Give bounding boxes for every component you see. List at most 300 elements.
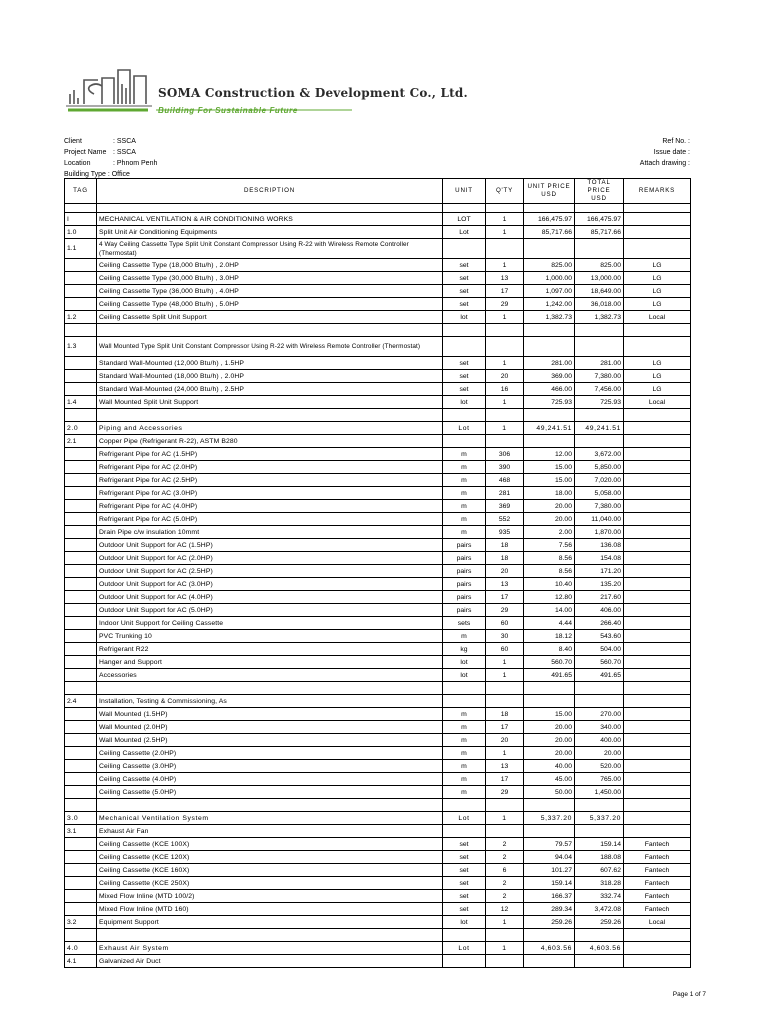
cell-unit-price: 20.00 [524,747,575,760]
cell-unit-price: 18.12 [524,630,575,643]
cell-total-price: 825.00 [575,259,624,272]
cell-unit: set [443,903,486,916]
cell-unit [443,409,486,422]
cell-unit: pairs [443,578,486,591]
cell-total-price: 270.00 [575,708,624,721]
issue-date: Issue date : [653,149,690,156]
cell-qty: 281 [486,487,524,500]
cell-total-price [575,409,624,422]
cell-tag [65,799,97,812]
cell-total-price: 725.93 [575,396,624,409]
cell-description: Ceiling Cassette (4.0HP) [97,773,443,786]
cell-unit-price: 20.00 [524,500,575,513]
cell-total-price: 20.00 [575,747,624,760]
cell-unit: pairs [443,565,486,578]
cell-qty: 12 [486,903,524,916]
cell-total-price [575,799,624,812]
cell-unit-price: 8.56 [524,552,575,565]
cell-total-price: 171.20 [575,565,624,578]
cell-total-price: 266.40 [575,617,624,630]
cell-description: Copper Pipe (Refrigerant R-22), ASTM B280 [97,435,443,448]
cell-qty: 1 [486,311,524,324]
cell-unit-price: 45.00 [524,773,575,786]
cell-tag [65,272,97,285]
cell-qty: 1 [486,422,524,435]
cell-description: MECHANICAL VENTILATION & AIR CONDITIONING WORKS [97,213,443,226]
cell-total-price [575,239,624,259]
attach-drawing: Attach drawing : [639,160,690,167]
cell-unit: set [443,272,486,285]
cell-qty: 2 [486,838,524,851]
cell-tag [65,682,97,695]
project-value: : SSCA [113,149,136,156]
cell-unit-price: 5,337.20 [524,812,575,825]
cell-unit: m [443,448,486,461]
cell-remarks: Local [624,916,691,929]
cell-description: Equipment Support [97,916,443,929]
header-unit-price-line2: USD [541,191,557,198]
table-row [65,259,691,272]
header-total-price-line1: TOTAL [587,179,611,186]
cell-qty: 13 [486,272,524,285]
cell-tag: 1.4 [65,396,97,409]
cell-tag [65,877,97,890]
cell-unit: set [443,357,486,370]
cell-description: Standard Wall-Mounted (18,000 Btu/h) , 2.0HP [97,370,443,383]
table-row [65,630,691,643]
cell-qty: 552 [486,513,524,526]
header-unit: UNIT [443,179,486,204]
cell-unit: LOT [443,213,486,226]
cell-unit-price [524,409,575,422]
cell-unit-price: 560.70 [524,656,575,669]
cell-description: Ceiling Cassette (2.0HP) [97,747,443,760]
table-row [65,311,691,324]
table-row [65,669,691,682]
table-row [65,435,691,448]
table-row [65,383,691,396]
cell-unit-price: 79.57 [524,838,575,851]
cell-unit: m [443,786,486,799]
header-total-price [575,179,624,204]
cell-unit-price: 166.37 [524,890,575,903]
cell-total-price: 340.00 [575,721,624,734]
cell-qty: 17 [486,285,524,298]
cell-unit [443,955,486,968]
cell-description: Mixed Flow Inline (MTD 160) [97,903,443,916]
cell-total-price: 765.00 [575,773,624,786]
cell-description: Outdoor Unit Support for AC (2.0HP) [97,552,443,565]
cell-remarks [624,213,691,226]
cell-description: Ceiling Cassette (KCE 100X) [97,838,443,851]
cell-unit: m [443,773,486,786]
table-row [65,656,691,669]
cell-remarks [624,721,691,734]
table-row [65,298,691,311]
cell-unit: pairs [443,604,486,617]
cell-tag [65,259,97,272]
cell-tag [65,708,97,721]
table-row [65,643,691,656]
cell-qty: 1 [486,812,524,825]
cell-qty: 17 [486,721,524,734]
cell-remarks [624,643,691,656]
cell-remarks [624,929,691,942]
cell-qty [486,409,524,422]
cell-description: Exhaust Air Fan [97,825,443,838]
table-row [65,370,691,383]
cell-unit: set [443,259,486,272]
cell-remarks [624,239,691,259]
cell-tag [65,786,97,799]
cell-unit [443,204,486,213]
cell-total-price: 5,058.00 [575,487,624,500]
cell-unit-price: 20.00 [524,513,575,526]
cell-total-price: 3,472.08 [575,903,624,916]
cell-total-price: 188.08 [575,851,624,864]
cell-unit [443,337,486,357]
table-row [65,838,691,851]
cell-qty [486,337,524,357]
cell-tag [65,669,97,682]
cell-unit: pairs [443,591,486,604]
cell-unit: m [443,721,486,734]
cell-total-price: 135.20 [575,578,624,591]
cell-unit: kg [443,643,486,656]
cell-unit: Lot [443,226,486,239]
table-row [65,239,691,259]
cell-description: Standard Wall-Mounted (24,000 Btu/h) , 2.5HP [97,383,443,396]
cell-tag [65,838,97,851]
cell-tag [65,773,97,786]
cell-description: Ceiling Cassette Type (36,000 Btu/h) , 4.0HP [97,285,443,298]
cell-description: Refrigerant R22 [97,643,443,656]
cell-qty: 1 [486,942,524,955]
cell-remarks [624,604,691,617]
table-row [65,903,691,916]
cell-qty: 1 [486,916,524,929]
cell-unit-price [524,239,575,259]
cell-remarks: Fantech [624,890,691,903]
cell-qty: 29 [486,298,524,311]
building-type: Building Type : Office [64,171,130,178]
cell-qty: 1 [486,669,524,682]
cell-qty [486,435,524,448]
cell-remarks [624,812,691,825]
cell-description: Drain Pipe c/w insulation 10mmt [97,526,443,539]
cell-unit-price: 8.40 [524,643,575,656]
cell-total-price [575,695,624,708]
cell-total-price: 281.00 [575,357,624,370]
cell-qty: 2 [486,851,524,864]
company-tagline: Building For Sustainable Future [158,106,298,115]
table-row [65,864,691,877]
cell-total-price [575,204,624,213]
cell-total-price: 259.26 [575,916,624,929]
cell-unit-price [524,324,575,337]
cell-unit [443,825,486,838]
cell-tag: I [65,213,97,226]
cell-unit: lot [443,656,486,669]
cell-total-price: 159.14 [575,838,624,851]
table-row [65,526,691,539]
table-row [65,812,691,825]
cell-tag [65,721,97,734]
cell-remarks: Local [624,396,691,409]
table-row [65,578,691,591]
cell-qty: 1 [486,656,524,669]
cell-tag: 3.2 [65,916,97,929]
table-row [65,513,691,526]
cell-tag [65,526,97,539]
table-row [65,552,691,565]
cell-unit-price: 15.00 [524,708,575,721]
table-row [65,617,691,630]
cell-unit-price: 14.00 [524,604,575,617]
cell-remarks [624,552,691,565]
cell-unit-price: 825.00 [524,259,575,272]
cell-description: Wall Mounted (1.5HP) [97,708,443,721]
cell-description: Refrigerant Pipe for AC (2.0HP) [97,461,443,474]
cell-unit-price: 15.00 [524,461,575,474]
cell-tag [65,552,97,565]
cell-unit-price: 94.04 [524,851,575,864]
cell-remarks [624,435,691,448]
table-row [65,890,691,903]
cell-unit-price: 20.00 [524,734,575,747]
cell-total-price: 1,382.73 [575,311,624,324]
cell-total-price: 85,717.66 [575,226,624,239]
cell-remarks [624,513,691,526]
cell-description: Galvanized Air Duct [97,955,443,968]
cell-unit-price: 8.56 [524,565,575,578]
cell-total-price [575,682,624,695]
cell-qty: 6 [486,864,524,877]
cell-unit: lot [443,669,486,682]
cell-qty: 306 [486,448,524,461]
cell-tag: 1.1 [65,239,97,259]
cell-description: 4 Way Ceiling Cassette Type Split Unit Constant Compressor Using R-22 with Wireless Remote Controller (Thermostat) [97,239,443,259]
table-row [65,851,691,864]
cell-description: Piping and Accessories [97,422,443,435]
cell-remarks: Fantech [624,838,691,851]
cell-qty: 369 [486,500,524,513]
header-total-price-line3: USD [591,195,607,202]
cell-description: Outdoor Unit Support for AC (5.0HP) [97,604,443,617]
cell-qty: 1 [486,396,524,409]
table-row [65,285,691,298]
cell-tag [65,929,97,942]
cell-description: Refrigerant Pipe for AC (5.0HP) [97,513,443,526]
cell-qty: 468 [486,474,524,487]
cell-total-price: 332.74 [575,890,624,903]
cell-total-price: 406.00 [575,604,624,617]
cell-unit: m [443,526,486,539]
cell-qty [486,929,524,942]
cell-remarks [624,337,691,357]
cell-total-price [575,337,624,357]
cell-remarks: LG [624,298,691,311]
cell-unit: Lot [443,942,486,955]
cell-total-price: 136.08 [575,539,624,552]
cell-description: Refrigerant Pipe for AC (2.5HP) [97,474,443,487]
cell-qty: 29 [486,604,524,617]
table-row [65,721,691,734]
cell-description: Exhaust Air System [97,942,443,955]
table-row [65,357,691,370]
cell-description [97,324,443,337]
cell-tag [65,474,97,487]
cell-remarks [624,226,691,239]
client-line [64,136,157,147]
cell-remarks [624,591,691,604]
table-row [65,877,691,890]
cell-unit: m [443,513,486,526]
cell-qty: 2 [486,890,524,903]
header-unit-price [524,179,575,204]
cell-qty: 17 [486,773,524,786]
cell-description [97,409,443,422]
cell-unit-price: 10.40 [524,578,575,591]
table-row [65,604,691,617]
location-line [64,158,157,169]
cell-tag [65,285,97,298]
cell-tag: 2.1 [65,435,97,448]
project-info [64,136,157,180]
cell-remarks [624,204,691,213]
cell-description: Ceiling Cassette (KCE 160X) [97,864,443,877]
client-label: Client [64,138,82,145]
cell-tag [65,409,97,422]
cell-qty: 60 [486,617,524,630]
table-row [65,786,691,799]
cell-qty: 1 [486,259,524,272]
cell-unit [443,929,486,942]
cell-description: Refrigerant Pipe for AC (1.5HP) [97,448,443,461]
cell-remarks [624,617,691,630]
cell-description: Standard Wall-Mounted (12,000 Btu/h) , 1.5HP [97,357,443,370]
cell-remarks: Fantech [624,877,691,890]
cell-total-price: 3,672.00 [575,448,624,461]
cell-unit-price: 725.93 [524,396,575,409]
cell-tag [65,864,97,877]
cell-unit: m [443,461,486,474]
cell-qty: 16 [486,383,524,396]
cell-tag [65,298,97,311]
cell-total-price: 36,018.00 [575,298,624,311]
cell-description: Refrigerant Pipe for AC (4.0HP) [97,500,443,513]
cell-remarks [624,474,691,487]
cell-unit: lot [443,396,486,409]
cell-remarks [624,656,691,669]
cell-unit-price: 20.00 [524,721,575,734]
cell-description [97,204,443,213]
cell-remarks [624,500,691,513]
cell-unit: m [443,734,486,747]
cell-unit-price [524,337,575,357]
cell-tag [65,204,97,213]
cell-description: Hanger and Support [97,656,443,669]
cell-unit [443,695,486,708]
cell-tag [65,747,97,760]
table-row [65,825,691,838]
cell-unit-price: 4,603.56 [524,942,575,955]
cell-total-price: 154.08 [575,552,624,565]
cell-unit: set [443,285,486,298]
cell-remarks [624,630,691,643]
table-row [65,955,691,968]
cell-total-price: 400.00 [575,734,624,747]
cell-total-price: 7,380.00 [575,500,624,513]
cell-tag [65,565,97,578]
cell-tag [65,760,97,773]
cell-qty [486,239,524,259]
cell-description: Outdoor Unit Support for AC (2.5HP) [97,565,443,578]
cell-qty: 30 [486,630,524,643]
cell-qty: 18 [486,708,524,721]
cell-unit: set [443,890,486,903]
cell-remarks [624,955,691,968]
table-row [65,474,691,487]
cell-tag [65,617,97,630]
table-row [65,916,691,929]
cell-unit-price: 159.14 [524,877,575,890]
header-description: DESCRIPTION [97,179,443,204]
cell-description: Ceiling Cassette Type (30,000 Btu/h) , 3.0HP [97,272,443,285]
table-row [65,773,691,786]
cell-unit-price: 1,242.00 [524,298,575,311]
cell-tag [65,734,97,747]
cell-tag [65,487,97,500]
cell-total-price: 13,000.00 [575,272,624,285]
cell-unit: set [443,370,486,383]
cell-remarks [624,324,691,337]
cell-qty: 1 [486,213,524,226]
cell-description: Wall Mounted Type Split Unit Constant Compressor Using R-22 with Wireless Remote Controller (Thermostat) [97,337,443,357]
cell-unit-price: 50.00 [524,786,575,799]
cell-unit-price: 1,382.73 [524,311,575,324]
table-row [65,324,691,337]
cell-tag [65,513,97,526]
cell-tag: 2.4 [65,695,97,708]
cell-total-price: 318.28 [575,877,624,890]
cell-unit: sets [443,617,486,630]
cell-qty [486,324,524,337]
cell-description: Ceiling Cassette (KCE 120X) [97,851,443,864]
cell-remarks [624,422,691,435]
table-header [65,179,691,204]
cell-description: Wall Mounted Split Unit Support [97,396,443,409]
table-row [65,487,691,500]
table-row [65,799,691,812]
cell-qty: 17 [486,591,524,604]
cell-remarks [624,799,691,812]
cell-total-price: 7,020.00 [575,474,624,487]
cell-unit-price: 49,241.51 [524,422,575,435]
cell-unit-price [524,825,575,838]
cell-qty: 13 [486,760,524,773]
cell-unit: m [443,760,486,773]
cell-remarks: LG [624,357,691,370]
cell-remarks: LG [624,383,691,396]
cell-unit: m [443,500,486,513]
cell-tag [65,578,97,591]
cell-remarks: Fantech [624,864,691,877]
cell-unit: m [443,630,486,643]
cell-tag [65,903,97,916]
cell-qty: 1 [486,357,524,370]
cell-unit: Lot [443,812,486,825]
